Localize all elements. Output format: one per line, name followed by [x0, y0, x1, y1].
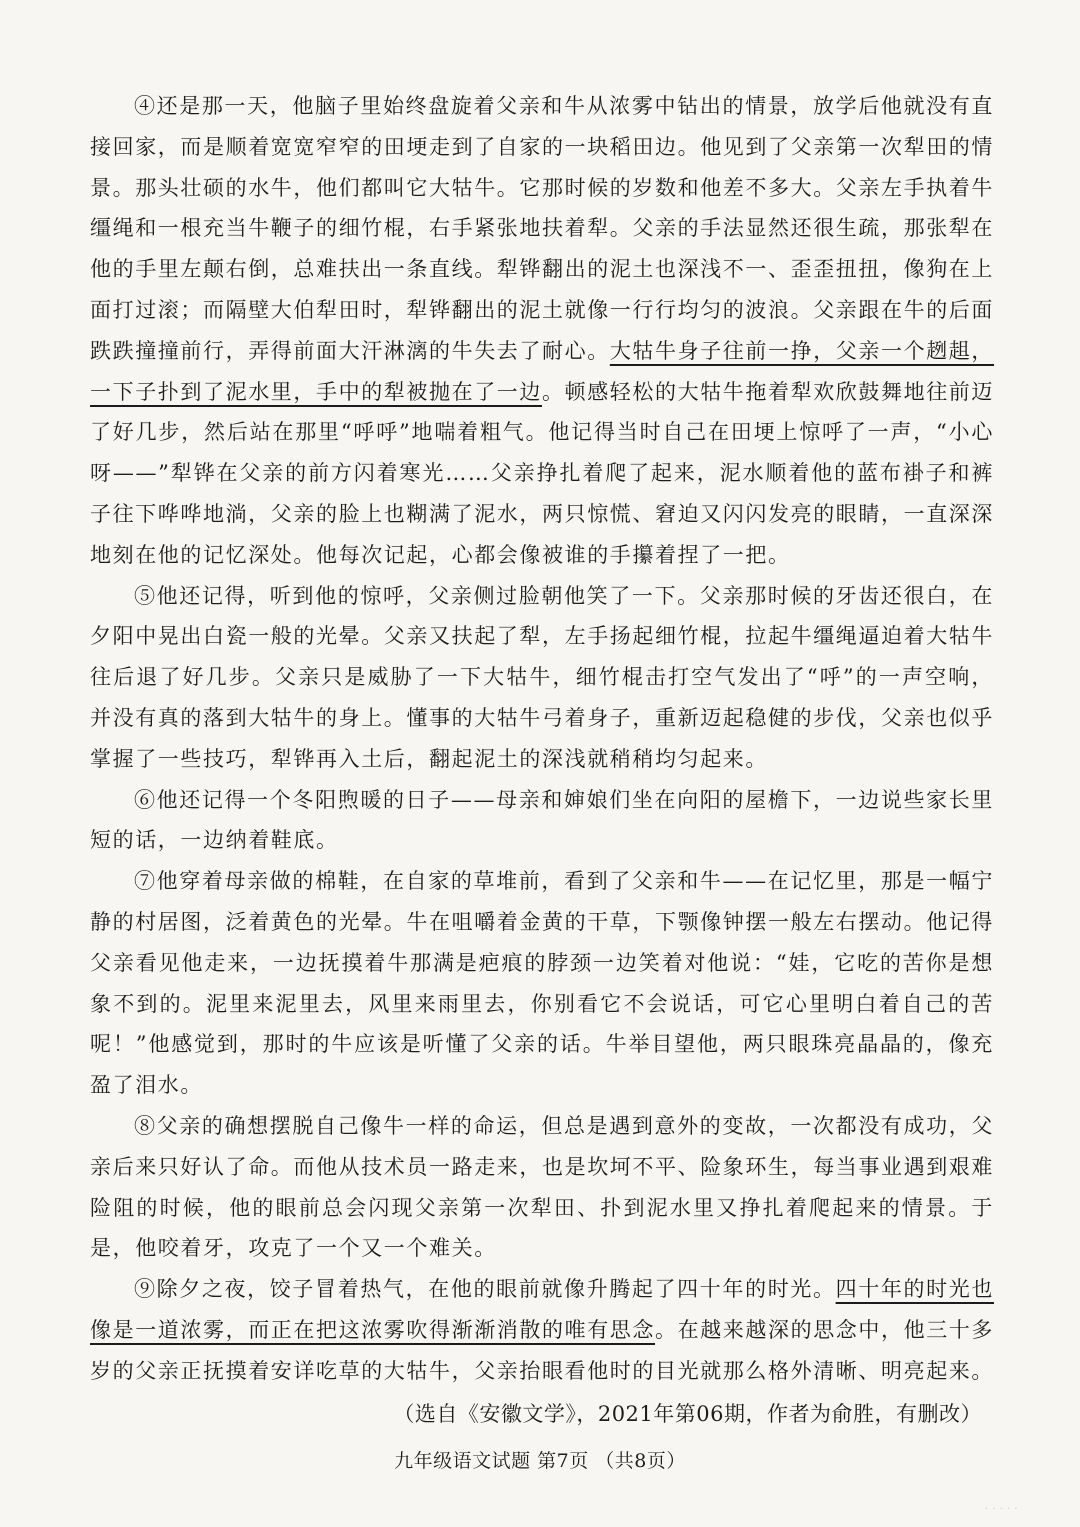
paragraph-4-text-continued: 。顿感轻松的大牯牛拖着犁欢欣鼓舞地往前迈了好几步，然后站在那里“呼呼”地喘着粗气。他记得当时自己在田埂上惊呼了一声，“小心呀——”犁铧在父亲的前方闪着寒光……父亲挣扎着爬了起来，泥水顺着他的蓝布褂子和裤子往下哗哗地淌，父亲的脸上也糊满了泥水，两只惊慌、窘迫又闪闪发亮的眼睛，一直深深地刻在他的记忆深处。他每次记起，心都会像被谁的手攥着捏了一把。 — [90, 379, 994, 567]
paragraph-8-text: ⑧父亲的确想摆脱自己像牛一样的命运，但总是遇到意外的变故，一次都没有成功，父亲后来只好认了命。而他从技术员一路走来，也是坎坷不平、险象环生，每当事业遇到艰难险阻的时候，他的眼前总会闪现父亲第一次犁田、扑到泥水里又挣扎着爬起来的情景。于是，他咬着牙，攻克了一个又一个难关。 — [90, 1113, 994, 1261]
paragraph-9 — [90, 1269, 994, 1391]
paragraph-4 — [90, 86, 994, 576]
source-note: （选自《安徽文学》，2021年第06期，作者为俞胜，有删改） — [393, 1401, 982, 1426]
watermark: · · · · · — [984, 1504, 1018, 1515]
paragraph-6-text: ⑥他还记得一个冬阳煦暖的日子——母亲和婶娘们坐在向阳的屋檐下，一边说些家长里短的话，一边纳着鞋底。 — [90, 787, 994, 853]
paragraph-4-underlined-sentence: 大牯牛身子往前一挣，父亲一个趔趄，一下子扑到了泥水里，手中的犁被抛在了一边 — [90, 338, 995, 404]
page-footer: 九年级语文试题 第7页 （共8页） — [394, 1450, 686, 1472]
paragraph-9-text: ⑨除夕之夜，饺子冒着热气，在他的眼前就像升腾起了四十年的时光。 — [134, 1277, 836, 1302]
paragraph-5-text: ⑤他还记得，听到他的惊呼，父亲侧过脸朝他笑了一下。父亲那时候的牙齿还很白，在夕阳中晃出白瓷一般的光晕。父亲又扶起了犁，左手扬起细竹棍，拉起牛缰绳逼迫着大牯牛往后退了好几步。父亲只是威胁了一下大牯牛，细竹棍击打空气发出了“呼”的一声空响，并没有真的落到大牯牛的身上。懂事的大牯牛弓着身子，重新迈起稳健的步伐，父亲也似乎掌握了一些技巧，犁铧再入土后，翻起泥土的深浅就稍稍均匀起来。 — [90, 583, 994, 771]
paragraph-6 — [90, 780, 994, 862]
paragraph-7 — [90, 861, 994, 1106]
paragraph-9-text-continued: 。在越来越深的思念中，他三十多岁的父亲正抚摸着安详吃草的大牯牛，父亲抬眼看他时的目光就那么格外清晰、明亮起来。 — [90, 1317, 994, 1383]
paragraph-5 — [90, 576, 994, 780]
paragraph-8 — [90, 1106, 994, 1269]
article-body — [90, 86, 994, 1434]
paragraph-4-text: ④还是那一天，他脑子里始终盘旋着父亲和牛从浓雾中钻出的情景，放学后他就没有直接回家，而是顺着宽宽窄窄的田埂走到了自家的一块稻田边。他见到了父亲第一次犁田的情景。那头壮硕的水牛，他们都叫它大牯牛。它那时候的岁数和他差不多大。父亲左手执着牛缰绳和一根充当牛鞭子的细竹棍，右手紧张地扶着犁。父亲的手法显然还很生疏，那张犁在他的手里左颠右倒，总难扶出一条直线。犁铧翻出的泥土也深浅不一、歪歪扭扭，像狗在上面打过滚；而隔壁大伯犁田时，犁铧翻出的泥土就像一行行均匀的波浪。父亲跟在牛的后面跌跌撞撞前行，弄得前面大汗淋漓的牛失去了耐心。 — [90, 94, 994, 363]
paragraph-9-underlined-sentence: 四十年的时光也像是一道浓雾，而正在把这浓雾吹得渐渐消散的唯有思念 — [90, 1277, 994, 1342]
paragraph-7-text: ⑦他穿着母亲做的棉鞋，在自家的草堆前，看到了父亲和牛——在记忆里，那是一幅宁静的村居图，泛着黄色的光晕。牛在咀嚼着金黄的干草，下颚像钟摆一般左右摆动。他记得父亲看见他走来，一边抚摸着牛那满是疤痕的脖颈一边笑着对他说：“娃，它吃的苦你是想象不到的。泥里来泥里去，风里来雨里去，你别看它不会说话，可它心里明白着自己的苦呢！”他感觉到，那时的牛应该是听懂了父亲的话。牛举目望他，两只眼珠亮晶晶的，像充盈了泪水。 — [90, 869, 994, 1098]
